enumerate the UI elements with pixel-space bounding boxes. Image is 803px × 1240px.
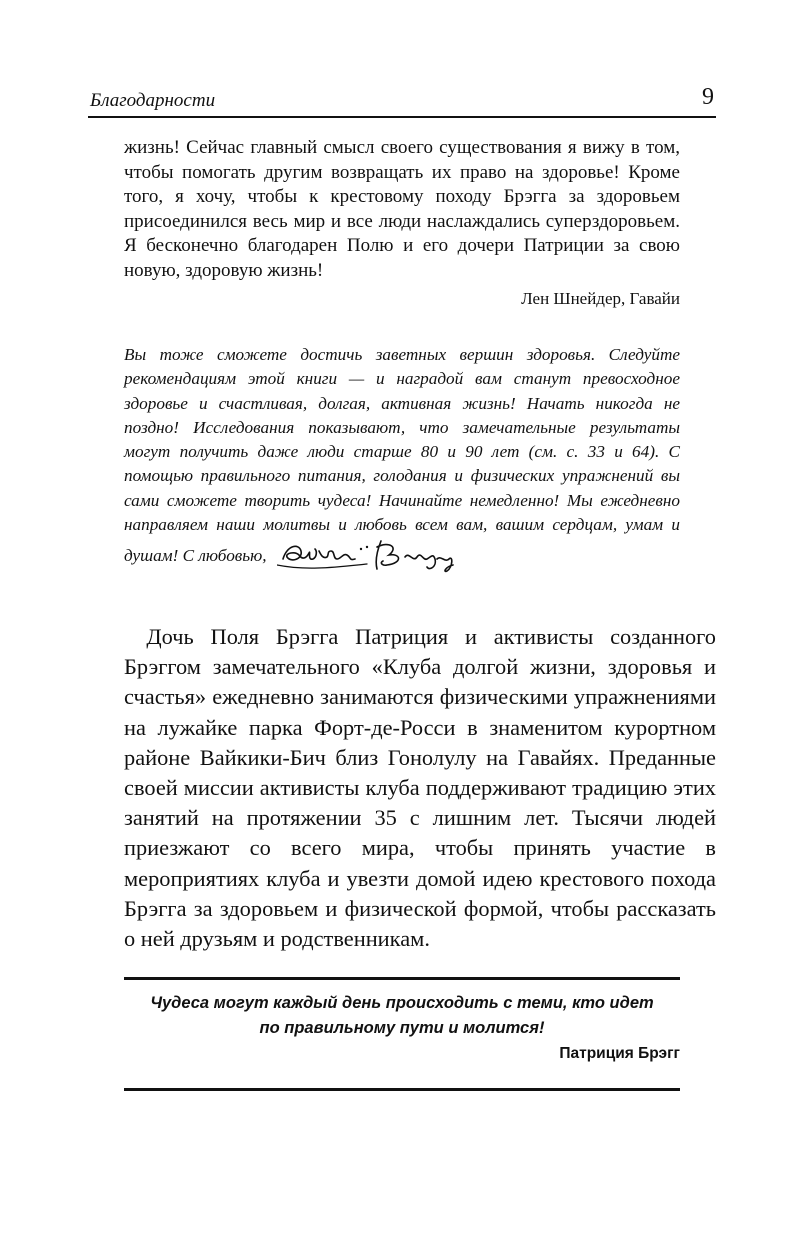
signature-drawing bbox=[277, 537, 467, 577]
page-header bbox=[90, 84, 716, 114]
bragg-message-paragraph bbox=[124, 343, 680, 577]
handwritten-signature bbox=[277, 537, 467, 577]
bragg-message-text: Вы тоже сможете достичь заветных вершин здоровья. Следуйте рекомендациям этой книги — и наградой вам станут превосходное здоровье и счастливая, долгая, активная жизнь! Начать никогда не поздно! Исследования показывают, что замечательные результаты могут получить даже люди старше 80 и 90 лет (см. с. 33 и 64). С помощью правильного питания, голодания и физических упражнений вы сами сможете творить чудеса! Начинайте немедленно! Мы ежедневно направляем наши молитвы и любовь всем вам, вашим сердцам, умам и душам! С любовью, bbox=[124, 345, 680, 566]
quote-author: Патриция Брэгг bbox=[559, 1045, 680, 1062]
testimonial-block bbox=[124, 136, 680, 311]
bragg-message bbox=[124, 343, 680, 577]
header-divider bbox=[88, 116, 716, 118]
page-number: 9 bbox=[702, 84, 714, 110]
testimonial-author: Лен Шнейдер, Гавайи bbox=[521, 289, 680, 308]
quote-line-2: по правильному пути и молится! bbox=[259, 1019, 545, 1037]
main-paragraph-content: Дочь Поля Брэгга Патриция и активисты созданного Брэггом замечательного «Клуба долгой жизни, здоровья и счастья» ежедневно занимаются физическими упражнениями на лужайке парка Форт-де-Росси в знаменитом курортном районе Вайкики-Бич близ Гонолулу на Гавайях. Преданные своей миссии активисты клуба поддерживают традицию этих занятий на протяжении 35 с лишним лет. Тысячи людей приезжают со всего мира, чтобы принять участие в мероприятиях клуба и увезти домой идею крестового похода Брэгга за здоровьем и физической формой, чтобы рассказать о ней друзьям и родственникам. bbox=[124, 624, 716, 952]
testimonial-text: жизнь! Сейчас главный смысл своего существования я вижу в том, чтобы помогать другим возвращать их право на здоровье! Кроме того, я хочу, чтобы к крестовому походу Брэгга за здоровьем присоединился весь мир и все люди наслаждались суперздоровьем. Я бесконечно благодарен Полю и его дочери Патриции за свою новую, здоровую жизнь! bbox=[124, 137, 680, 281]
main-paragraph-text bbox=[124, 622, 716, 954]
quote-top-rule bbox=[124, 977, 680, 980]
section-title: Благодарности bbox=[90, 90, 216, 111]
quote-line-1: Чудеса могут каждый день происходить с теми, кто идет bbox=[150, 994, 654, 1012]
quote-text bbox=[124, 991, 680, 1041]
main-paragraph bbox=[124, 622, 716, 954]
quote-box bbox=[124, 977, 680, 1091]
quote-bottom-rule bbox=[124, 1088, 680, 1091]
